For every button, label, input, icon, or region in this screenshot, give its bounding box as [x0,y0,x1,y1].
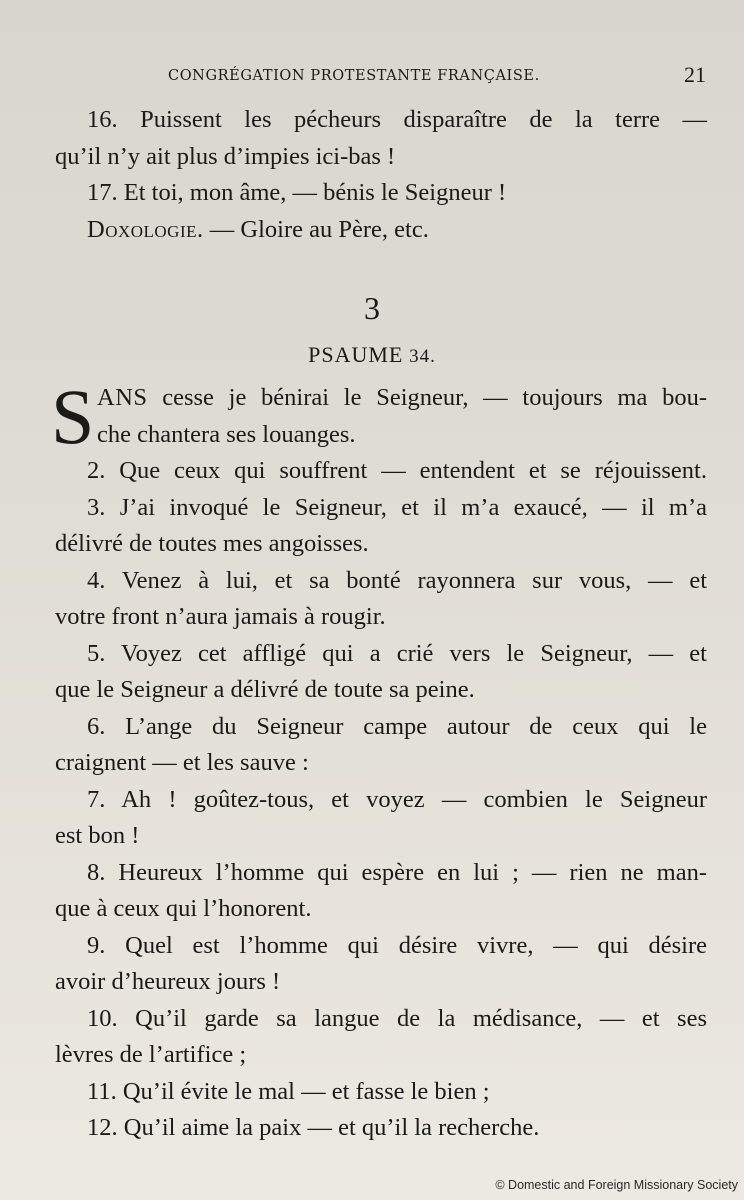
verse-line: 11. Qu’il évite le mal — et fasse le bien ; [87,1077,490,1105]
opening-caps: ANS [97,384,148,411]
verse-line: 12. Qu’il aime la paix — et qu’il la recherche. [87,1114,540,1141]
verse-line: 5. Voyez cet affligé qui a crié vers le Seigneur, — et [87,639,707,667]
running-title: CONGRÉGATION PROTESTANTE FRANÇAISE. [168,68,540,84]
verse-line: qu’il n’y ait plus d’impies ici-bas ! [55,142,396,170]
psalm-title-number: 34. [403,346,436,367]
psalm-verses [55,453,707,1147]
doxology-line [55,212,707,249]
previous-psalm-ending [55,102,707,248]
verse-line: que le Seigneur a délivré de toute sa peine. [55,676,475,703]
page-number: 21 [684,62,706,87]
verse-line: avoir d’heureux jours ! [55,968,281,995]
verse-line: est bon ! [55,822,140,849]
verse-line: craignent — et les sauve : [55,749,309,776]
psalm-title [0,342,744,368]
opening-line-rest: cesse je bénirai le Seigneur, — toujours ma bou- [147,384,707,411]
verse-line: 3. J’ai invoqué le Seigneur, et il m’a exaucé, — il m’a [87,493,707,521]
hymn-number: 3 [364,290,380,326]
doxology-text: — Gloire au Père, etc. [203,215,429,243]
drop-cap: S [51,373,95,460]
verse-line: 6. L’ange du Seigneur campe autour de ceux qui le [87,712,707,740]
verse-line: 10. Qu’il garde sa langue de la médisance, — et ses [87,1004,707,1032]
verse-line: 4. Venez à lui, et sa bonté rayonnera sur vous, — et [87,566,707,594]
copyright-credit: © Domestic and Foreign Missionary Society [495,1178,738,1192]
doxology-label: Doxologie. [87,215,204,243]
verse-line: 2. Que ceux qui souffrent — entendent et se réjouissent. [87,457,707,484]
verse-line: 9. Quel est l’homme qui désire vivre, — qui désire [87,931,707,959]
psalm-title-word: PSAUME [308,342,404,367]
running-head [168,62,706,92]
verse-line: délivré de toutes mes angoisses. [55,530,369,557]
verse-line: lèvres de l’artifice ; [55,1041,247,1068]
verse-line: votre front n’aura jamais à rougir. [55,603,386,630]
verse-line: 17. Et toi, mon âme, — bénis le Seigneur ! [87,179,507,206]
opening-verse [51,373,707,460]
verse-line [97,380,707,417]
verse-line: que à ceux qui l’honorent. [55,895,312,922]
verse-line: 16. Puissent les pécheurs disparaître de la terre — [87,106,707,133]
verse-line: 7. Ah ! goûtez-tous, et voyez — combien le Seigneur [87,785,707,813]
verse-line: che chantera ses louanges. [97,420,356,448]
verse-line: 8. Heureux l’homme qui espère en lui ; — rien ne man- [87,858,707,886]
